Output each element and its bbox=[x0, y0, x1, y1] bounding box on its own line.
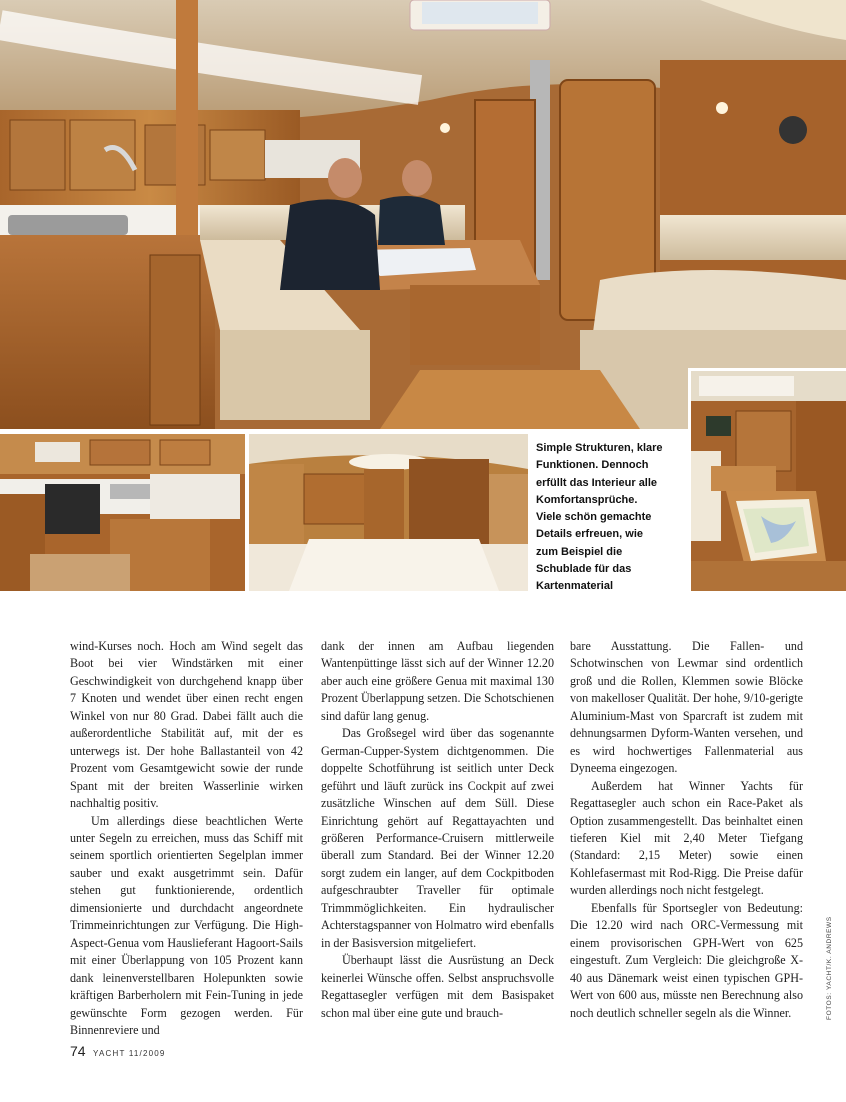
paragraph: bare Ausstattung. Die Fallen- und Schotwinschen von Lewmar sind ordentlich groß und die Rollen, Klemmen sowie Blöcke von makelloser Qualität. Der hohe, 9/10-gerigte Aluminium-Mast von Sparcraft ist zudem mit dehnungsarmen Dyform-Wanten versehen, und es wird hochwertiges Fallenmaterial aus Dyneema eingezogen. bbox=[570, 639, 803, 776]
paragraph: Das Großsegel wird über das sogenannte German-Cupper-System dichtgenommen. Die doppelte Schotführung ist seitlich unter Deck geführt und läuft zurück ins Cockpit auf zwei zusätzliche Winschen auf dem Süll. Diese Einrichtung gehört auf Regattayachten und größeren Performance-Cruisern mittlerweile überall zum Standard. Bei der Winner 12.20 sorgt zudem ein langer, auf dem Cockpitboden aufgeschraubter Traveller für optimale Trimmmöglichkeiten. Ein hydraulischer Achterstagspanner von Holmatro wird ebenfalls in der Basisversion mitgeliefert. bbox=[321, 726, 554, 950]
caption-line: Funktionen. Dennoch bbox=[536, 459, 649, 472]
paragraph: Außerdem hat Winner Yachts für Regattasegler auch schon ein Race-Paket als Option zusammengestellt. Das beinhaltet einen tieferen Kiel mit 2,40 Meter Tiefgang (Standard: 2,15 Meter) sowie einen Kohlefasermast mit Rod-Rigg. Die Preise dafür wurden allerdings noch nicht festgelegt. bbox=[570, 778, 803, 898]
text-column-3 bbox=[570, 638, 803, 1022]
magazine-issue: YACHT 11/2009 bbox=[93, 1049, 166, 1058]
caption-line: zum Beispiel die bbox=[536, 545, 623, 558]
caption-line: Simple Strukturen, klare bbox=[536, 442, 663, 454]
text-column-1 bbox=[70, 638, 303, 1039]
aft-cabin-photo bbox=[249, 434, 528, 591]
caption-line: Schublade für das bbox=[536, 563, 632, 576]
caption-line: Komfortansprüche. bbox=[536, 493, 638, 506]
paragraph: Überhaupt lässt die Ausrüstung an Deck keinerlei Wünsche offen. Selbst anspruchsvolle Regattasegler verfügen mit dem Basispaket schon mal über eine gute und brauch- bbox=[321, 953, 554, 1020]
paragraph: wind-Kurses noch. Hoch am Wind segelt das Boot bei vier Windstärken mit einer Geschwindigkeit von durchgehend knapp über 7 Knoten und wendet über einen recht engen Winkel von nur 80 Grad. Dabei fällt auch die außerordentliche Stabilität auf, mit der es unterwegs ist. Der hohe Ballastanteil von 42 Prozent vom Gesamtgewicht sowie der runde Spant mit der breiten Wasserlinie wirken nachhaltig positiv. bbox=[70, 639, 303, 811]
main-interior-photo bbox=[0, 0, 846, 429]
caption-line: erfüllt das Interieur alle bbox=[536, 476, 658, 489]
chart-drawer-photo bbox=[688, 368, 846, 591]
text-column-2 bbox=[321, 638, 554, 1022]
paragraph: dank der innen am Aufbau liegenden Wantenpüttinge lässt sich auf der Winner 12.20 aber auch eine größere Genua mit maximal 130 Prozent Überlappung setzen. Die Schotschienen sind dafür lang genug. bbox=[321, 639, 554, 723]
caption-line: Details erfreuen, wie bbox=[536, 528, 643, 541]
galley-photo bbox=[0, 434, 245, 591]
caption-line: Kartenmaterial bbox=[536, 580, 614, 593]
page-number: 74 bbox=[70, 1043, 86, 1059]
page-footer bbox=[70, 1043, 166, 1061]
photo-credit: FOTOS: YACHT/K. ANDREWS bbox=[826, 916, 833, 1020]
caption-line: Viele schön gemachte bbox=[536, 511, 652, 524]
paragraph: Um allerdings diese beachtlichen Werte unter Segeln zu erreichen, muss das Schiff mit seinem sportlich orientierten Segelplan immer sauber und exakt ausgetrimmt sein. Dafür stehen gut funktionierende, ordentlich dimensionierte und durchdacht angeordnete Trimmeinrichtungen zur Verfügung. Die High-Aspect-Genua vom Hauslieferant Hagoort-Sails mit einer Überlappung von 105 Prozent kann dank leinenverstellbaren Holepunkten sowie kräftigen Barberholern mit Fein-Tuning in jede gewünschte Form gezogen werden. Für Binnenreviere und bbox=[70, 813, 303, 1037]
paragraph: Ebenfalls für Sportsegler von Bedeutung: Die 12.20 wird nach ORC-Vermessung mit einem provisorischen GPH-Wert von 625 eingestuft. Zum Vergleich: Die gleichgroße X-40 aus Dänemark weist einen typischen GPH-Wert von 600 aus, müsste nen Berechnung also noch deutlich schneller segeln als die Winner. bbox=[570, 900, 803, 1020]
photo-caption bbox=[528, 434, 688, 591]
